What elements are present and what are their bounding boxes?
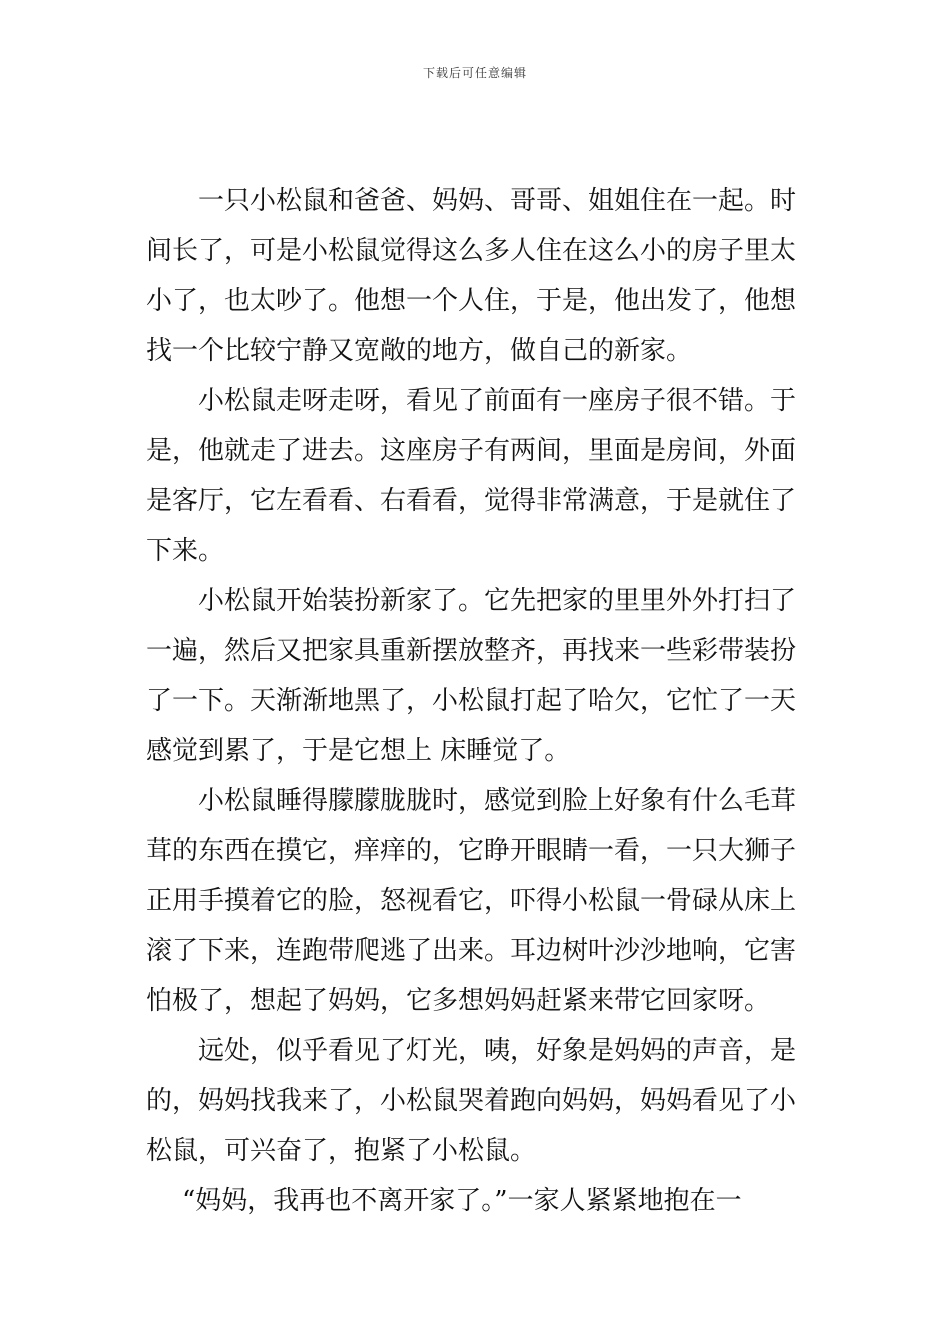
paragraph-1-line-1: 一只小松鼠和爸爸、妈妈、哥哥、姐姐住在一起。时 [198, 186, 797, 216]
page-header: 下载后可任意编辑 [422, 66, 527, 80]
paragraph-3-line-1: 小松鼠开始装扮新家了。它先把家的里里外外打扫了 [198, 586, 797, 616]
paragraph-1-line-2: 间长了，可是小松鼠觉得这么多人住在这么小的房子里太 [146, 236, 797, 266]
paragraph-1-line-3: 小了，也太吵了。他想一个人住，于是，他出发了，他想 [146, 286, 797, 316]
paragraph-5-line-2: 的，妈妈找我来了，小松鼠哭着跑向妈妈，妈妈看见了小 [146, 1086, 797, 1116]
paragraph-6-line-1: “妈妈，我再也不离开家了。”一家人紧紧地抱在一 [182, 1186, 742, 1216]
paragraph-1-line-4: 找一个比较宁静又宽敞的地方，做自己的新家。 [146, 336, 693, 366]
paragraph-5-line-1: 远处，似乎看见了灯光，咦，好象是妈妈的声音，是 [198, 1036, 797, 1066]
paragraph-4-line-2: 茸的东西在摸它，痒痒的，它睁开眼睛一看，一只大狮子 [146, 836, 797, 866]
paragraph-3-line-3: 了一下。天渐渐地黑了，小松鼠打起了哈欠，它忙了一天 [146, 686, 797, 716]
paragraph-4-line-3: 正用手摸着它的脸，怒视看它，吓得小松鼠一骨碌从床上 [146, 886, 797, 916]
paragraph-4-line-1: 小松鼠睡得朦朦胧胧时，感觉到脸上好象有什么毛茸 [198, 786, 797, 816]
paragraph-5-line-3: 松鼠，可兴奋了，抱紧了小松鼠。 [146, 1136, 537, 1166]
paragraph-3-line-2: 一遍，然后又把家具重新摆放整齐，再找来一些彩带装扮 [146, 636, 797, 666]
paragraph-2-line-3: 是客厅，它左看看、右看看，觉得非常满意，于是就住了 [146, 486, 797, 516]
paragraph-4-line-5: 怕极了，想起了妈妈，它多想妈妈赶紧来带它回家呀。 [146, 986, 771, 1016]
paragraph-2-line-2: 是，他就走了进去。这座房子有两间，里面是房间，外面 [146, 436, 797, 466]
paragraph-2-line-4: 下来。 [146, 536, 225, 566]
paragraph-4-line-4: 滚了下来，连跑带爬逃了出来。耳边树叶沙沙地响，它害 [146, 936, 797, 966]
story-text [146, 176, 808, 1226]
paragraph-2-line-1: 小松鼠走呀走呀，看见了前面有一座房子很不错。于 [198, 386, 797, 416]
paragraph-3-line-4: 感觉到累了，于是它想上 床睡觉了。 [146, 736, 571, 766]
